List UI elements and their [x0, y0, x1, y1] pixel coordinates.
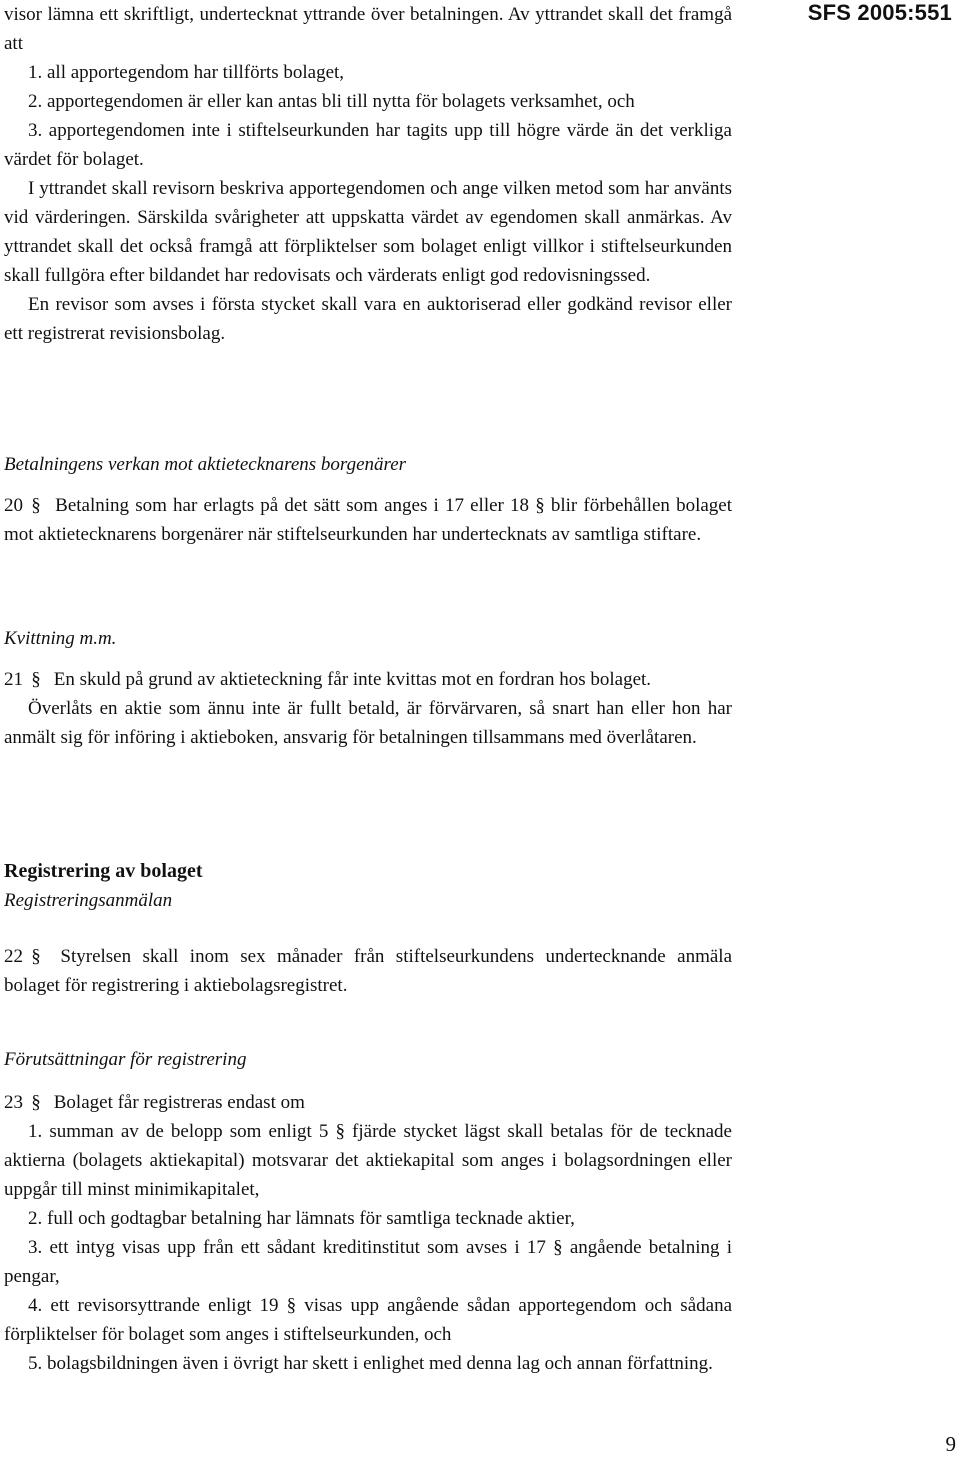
section-number: 21: [4, 669, 23, 690]
page-number: 9: [945, 1432, 956, 1456]
list-item: 3. apportegendomen inte i stiftelseurkunden har tagits upp till högre värde än det verkliga värdet för bolaget.: [4, 120, 732, 170]
section-sign: §: [31, 946, 41, 967]
section-text: Bolaget får registreras endast om: [53, 1092, 305, 1113]
continuation-text: visor lämna ett skriftligt, undertecknat yttrande över betalningen. Av yttrandet skall det framgå att: [4, 4, 732, 54]
section-22: [4, 942, 732, 1000]
paragraph: I yttrandet skall revisorn beskriva apportegendomen och ange vilken metod som har använts vid värderingen. Särskilda svårigheter att uppskatta värdet av egendomen skall anmärkas. Av yttrandet skall det också framgå att förpliktelser som bolaget enligt villkor i stiftelseurkunden skall fullgöra efter bildandet har redovisats och värderats enligt god redovisningssed.: [4, 178, 732, 286]
section-23: [4, 1045, 732, 1378]
section-heading: Registreringsanmälan: [4, 890, 173, 911]
list-item: 1. summan av de belopp som enligt 5 § fjärde stycket lägst skall betalas för de tecknade aktierna (bolagets aktiekapital) motsvarar det aktiekapital som anges i bolagsordningen eller uppgår till minst minimikapitalet,: [4, 1121, 732, 1200]
section-text: En skuld på grund av aktieteckning får inte kvittas mot en fordran hos bolaget.: [53, 669, 652, 690]
section-sign: §: [31, 1092, 41, 1113]
section-paragraph: [4, 942, 732, 1000]
section-heading: Förutsättningar för registrering: [4, 1049, 247, 1070]
section-heading: Kvittning m.m.: [4, 628, 117, 649]
section-20: [4, 450, 732, 549]
registrering-section: [4, 857, 732, 915]
paragraph: En revisor som avses i första stycket skall vara en auktoriserad eller godkänd revisor eller ett registrerat revisionsbolag.: [4, 294, 732, 344]
section-sign: §: [31, 495, 41, 516]
section-number: 22: [4, 946, 23, 967]
list-item: 2. apportegendomen är eller kan antas bli till nytta för bolagets verksamhet, och: [28, 91, 635, 112]
section-text: Betalning som har erlagts på det sätt som anges i 17 eller 18 § blir förbehållen bolaget mot aktietecknarens borgenärer när stiftelseurkunden har undertecknats av samtliga stiftare.: [4, 495, 732, 545]
list-item: 2. full och godtagbar betalning har lämnats för samtliga tecknade aktier,: [28, 1208, 575, 1229]
paragraph: Överlåts en aktie som ännu inte är fullt betald, är förvärvaren, så snart han eller hon har anmält sig för införing i aktieboken, ansvarig för betalningen tillsammans med överlåtaren.: [4, 698, 732, 748]
list-item: 4. ett revisorsyttrande enligt 19 § visas upp angående sådan apportegendom och sådana förpliktelser för bolaget som anges i stiftelseurkunden, och: [4, 1295, 732, 1345]
list-item: 3. ett intyg visas upp från ett sådant kreditinstitut som avses i 17 § angående betalning i pengar,: [4, 1237, 732, 1287]
top-section: [4, 0, 732, 348]
section-21: [4, 624, 732, 752]
chapter-heading: Registrering av bolaget: [4, 860, 203, 882]
section-text: Styrelsen skall inom sex månader från stiftelseurkundens undertecknande anmäla bolaget för registrering i aktiebolagsregistret.: [4, 946, 732, 996]
section-sign: §: [31, 669, 41, 690]
section-paragraph: [4, 491, 732, 549]
section-paragraph: [4, 665, 732, 694]
section-heading: Betalningens verkan mot aktietecknarens borgenärer: [4, 454, 407, 475]
section-paragraph: [4, 1088, 732, 1117]
section-number: 20: [4, 495, 23, 516]
sfs-reference: SFS 2005:551: [807, 0, 952, 25]
section-number: 23: [4, 1092, 23, 1113]
list-item: 5. bolagsbildningen även i övrigt har skett i enlighet med denna lag och annan författning.: [28, 1353, 713, 1374]
list-item: 1. all apportegendom har tillförts bolaget,: [28, 62, 345, 83]
